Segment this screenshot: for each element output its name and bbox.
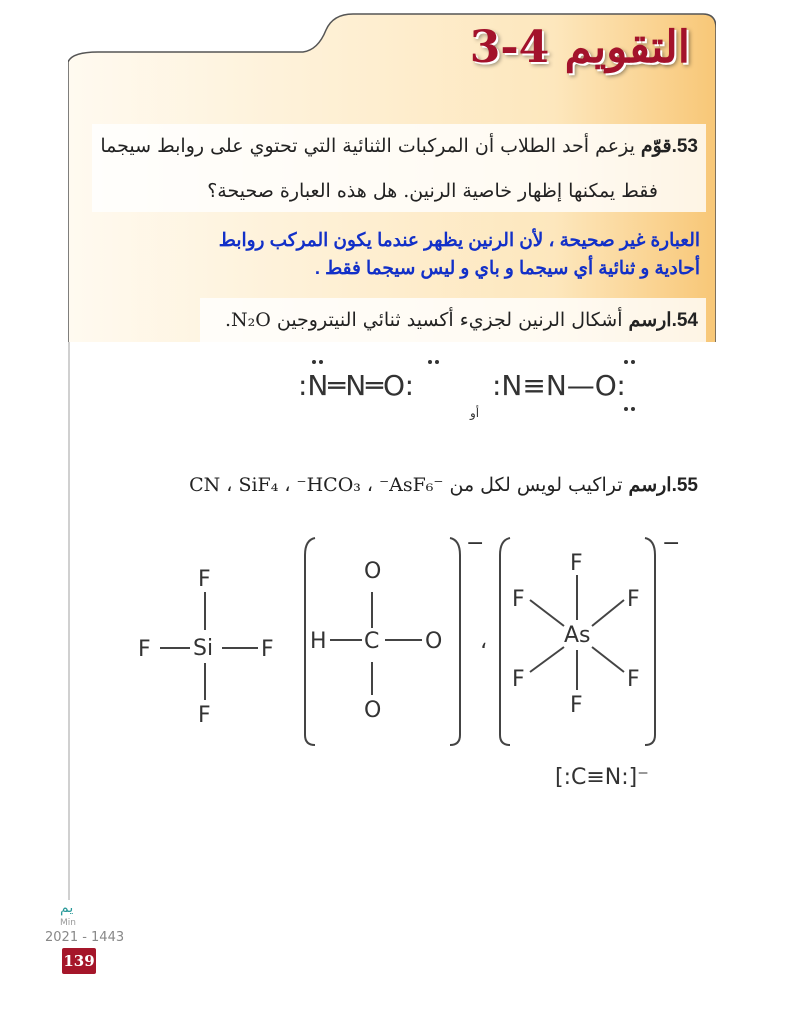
or-label: أو	[470, 406, 480, 420]
question-text: تراكيب لويس لكل من ⁻CN ، SiF₄ ، ⁻HCO₃ ، ⁻AsF₆	[189, 474, 629, 496]
publisher-logo: يم	[60, 900, 74, 916]
answer-line: أحادية و ثنائية أي سيجما و باي و ليس سيجما فقط .	[314, 257, 700, 278]
lewis-structures	[0, 520, 800, 800]
cn-structure: [:C≡N:]⁻	[555, 765, 649, 790]
atom-h: H	[310, 629, 327, 654]
answer-line: العبارة غير صحيحة ، لأن الرنين يظهر عندما يكون المركب روابط	[218, 229, 700, 250]
n2o-structure-1: :N═N═O:	[298, 369, 415, 402]
atom-f: F	[138, 637, 151, 662]
question-text: أشكال الرنين لجزيء أكسيد ثنائي النيتروجين N₂O.	[224, 309, 629, 331]
question-53-line1	[100, 124, 698, 169]
answer-53	[219, 226, 700, 282]
question-keyword: ارسم	[628, 309, 672, 331]
question-text: يزعم أحد الطلاب أن المركبات الثنائية التي تحتوي على روابط سيجما	[100, 135, 641, 157]
edition-year: 2021 - 1443	[45, 930, 125, 945]
atom-si: Si	[193, 636, 214, 661]
charge: −	[466, 531, 485, 556]
atom-o: O	[364, 698, 382, 723]
atom-f: F	[570, 551, 583, 576]
question-number: 55.	[671, 475, 698, 496]
section-title: التقويم 4-3	[469, 22, 690, 73]
n2o-resonance	[280, 345, 700, 425]
question-keyword: قوّم	[640, 135, 672, 157]
question-number: 53.	[671, 136, 698, 157]
atom-f: F	[627, 587, 640, 612]
publisher-logo-sub: Min	[60, 918, 76, 928]
atom-f: F	[261, 637, 274, 662]
atom-f: F	[198, 567, 211, 592]
atom-o: O	[425, 629, 443, 654]
atom-f: F	[570, 693, 583, 718]
atom-o: O	[364, 559, 382, 584]
n2o-structure-2: :N≡N—O:	[492, 369, 626, 402]
atom-as: As	[564, 623, 591, 648]
separator: ،	[480, 629, 488, 654]
question-number: 54.	[671, 310, 698, 331]
question-53	[92, 124, 706, 212]
atom-f: F	[512, 667, 525, 692]
question-53-line2: فقط يمكنها إظهار خاصية الرنين. هل هذه العبارة صحيحة؟	[207, 180, 658, 202]
question-55	[178, 464, 706, 506]
question-54	[200, 298, 706, 342]
atom-f: F	[627, 667, 640, 692]
charge: −	[662, 531, 681, 556]
page-number-badge: 139	[62, 948, 96, 974]
question-keyword: ارسم	[628, 474, 672, 496]
atom-f: F	[512, 587, 525, 612]
atom-f: F	[198, 703, 211, 728]
atom-c: C	[364, 629, 380, 654]
